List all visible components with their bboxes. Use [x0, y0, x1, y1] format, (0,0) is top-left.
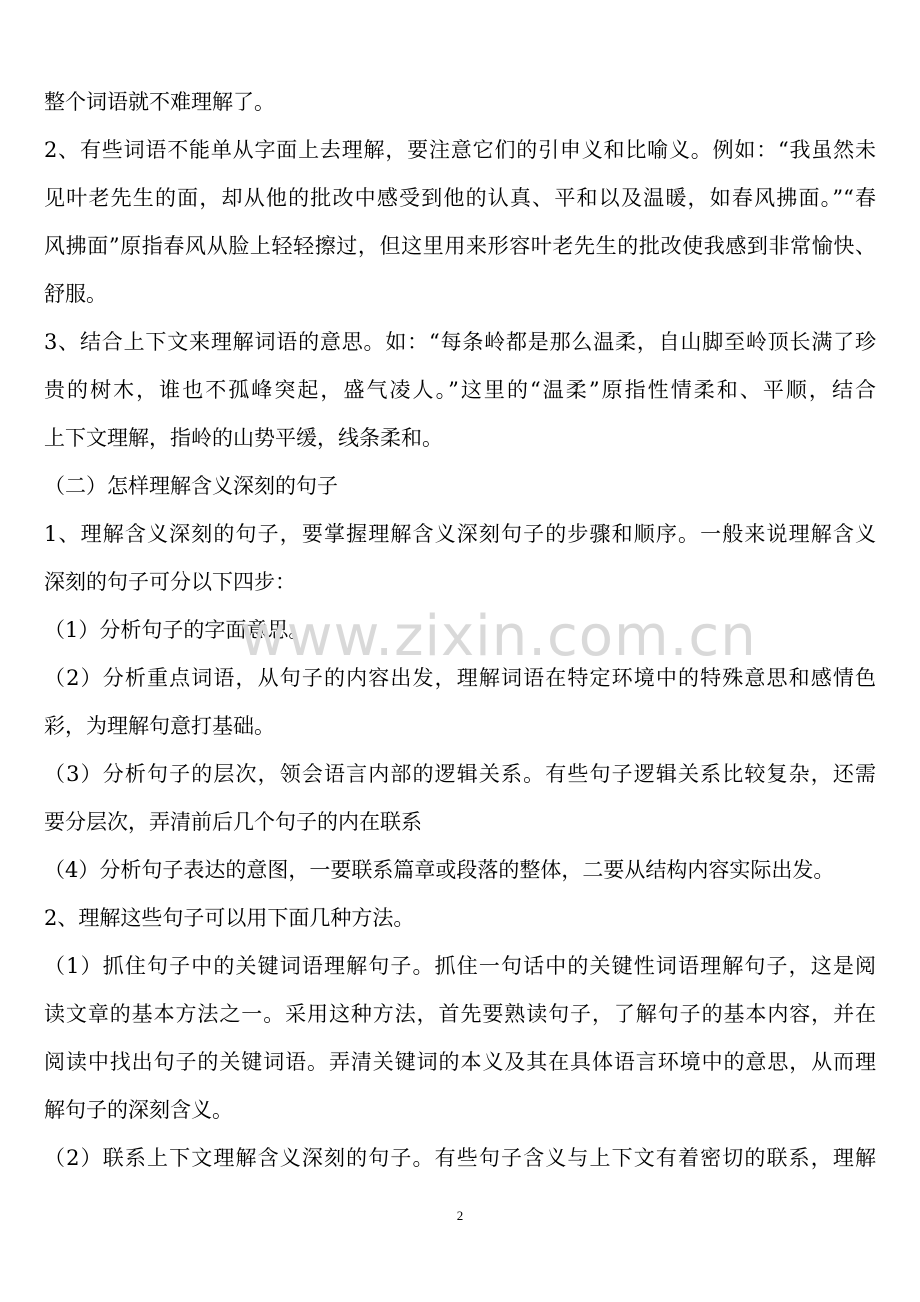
text-line: 解句子的深刻含义。	[44, 1098, 233, 1122]
text-line: 风拂面”原指春风从脸上轻轻擦过，但这里用来形容叶老先生的批改使我感到非常愉快、	[44, 234, 876, 258]
watermark: www.zixin.com.cn	[240, 604, 757, 669]
text-line: 阅读中找出句子的关键词语。弄清关键词的本义及其在具体语言环境中的意思，从而理	[44, 1050, 876, 1074]
text-line: （1）抓住句子中的关键词语理解句子。抓住一句话中的关键性词语理解句子，这是阅	[44, 954, 876, 978]
text-line: 深刻的句子可分以下四步：	[44, 570, 296, 594]
section-heading: （二）怎样理解含义深刻的句子	[44, 474, 338, 498]
text-line: 2、有些词语不能单从字面上去理解，要注意它们的引申义和比喻义。例如：“我虽然未	[44, 138, 876, 162]
text-line: （2）分析重点词语，从句子的内容出发，理解词语在特定环境中的特殊意思和感情色	[44, 666, 876, 690]
text-line: 1、理解含义深刻的句子，要掌握理解含义深刻句子的步骤和顺序。一般来说理解含义	[44, 522, 876, 546]
text-line: 上下文理解，指岭的山势平缓，线条柔和。	[44, 426, 443, 450]
text-line: 2、理解这些句子可以用下面几种方法。	[44, 906, 415, 930]
text-line: 贵的树木，谁也不孤峰突起，盛气凌人。”这里的“温柔”原指性情柔和、平顺，结合	[44, 378, 876, 402]
text-line: 整个词语就不难理解了。	[44, 90, 275, 114]
text-line: （4）分析句子表达的意图，一要联系篇章或段落的整体，二要从结构内容实际出发。	[44, 858, 835, 882]
text-line: 舒服。	[44, 282, 107, 306]
page-number: 2	[456, 1208, 464, 1223]
text-line: （3）分析句子的层次，领会语言内部的逻辑关系。有些句子逻辑关系比较复杂，还需	[44, 762, 876, 786]
text-line: （1）分析句子的字面意思。	[44, 618, 310, 642]
text-line: 见叶老先生的面，却从他的批改中感受到他的认真、平和以及温暖，如春风拂面。”“春	[44, 186, 876, 210]
text-line: 3、结合上下文来理解词语的意思。如：“每条岭都是那么温柔，自山脚至岭顶长满了珍	[44, 330, 876, 354]
text-line: 彩，为理解句意打基础。	[44, 714, 275, 738]
text-line: 要分层次，弄清前后几个句子的内在联系	[44, 810, 422, 834]
text-line: 读文章的基本方法之一。采用这种方法，首先要熟读句子，了解句子的基本内容，并在	[44, 1002, 876, 1026]
text-line: （2）联系上下文理解含义深刻的句子。有些句子含义与上下文有着密切的联系，理解	[44, 1146, 876, 1170]
